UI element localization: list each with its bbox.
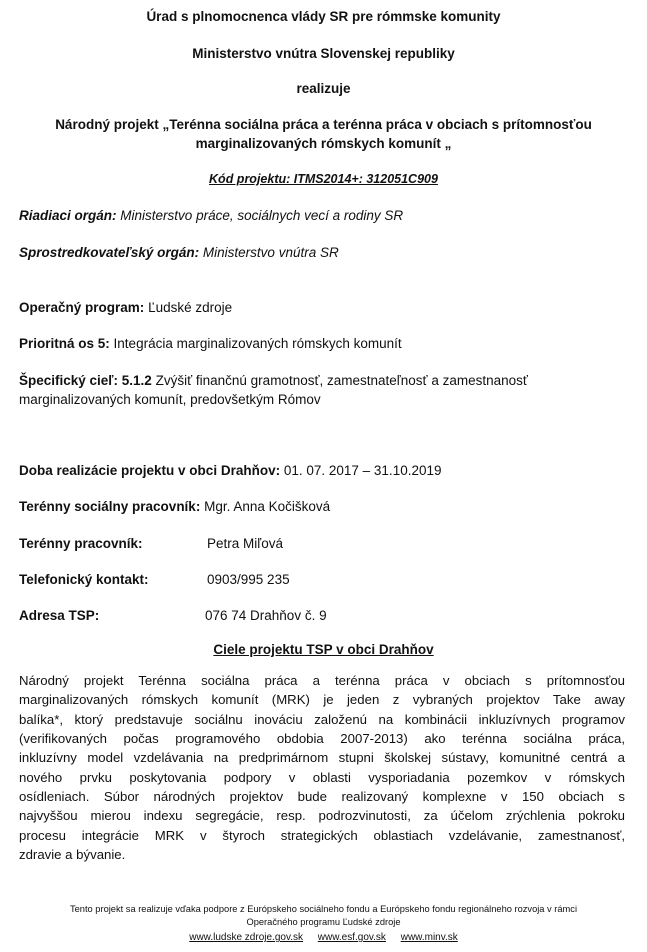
managing-authority-value: Ministerstvo práce, sociálnych vecí a rodiny SR [120,208,404,223]
field-worker-value: Petra Miľová [207,536,283,551]
goals-line: marginalizovaných rómskych komunít (MRK) je jeden z vybraných projektov Take away [19,692,625,708]
link-esf[interactable]: www.esf.gov.sk [317,932,386,943]
footer-links [0,932,647,943]
goals-line: inkluzívny model vzdelávania na predprimárnom stupni školskej sústavy, komunitné centrá a [19,750,625,766]
goals-line: Národný projekt Terénna sociálna práca a terénna práca v obciach s prítomnosťou [19,673,625,688]
project-code: Kód projektu: ITMS2014+: 312051C909 [209,172,438,186]
social-worker [19,499,330,514]
address-value: 076 74 Drahňov č. 9 [205,608,327,623]
managing-authority [19,208,403,223]
goals-line: osídleniach. Súbor národných projektov bude realizovaný komplexne v 150 obciach s [19,789,625,805]
link-minv[interactable]: www.minv.sk [400,932,458,943]
social-worker-value: Mgr. Anna Kočišková [204,499,331,514]
intermediate-body [19,245,339,260]
goal-value-line2: marginalizovaných komunít, predovšetkým Rómov [19,392,321,407]
intermediate-body-value: Ministerstvo vnútra SR [202,245,339,260]
social-worker-label: Terénny sociálny pracovník: [19,499,201,514]
header-ministry: Ministerstvo vnútra Slovenskej republiky [192,46,455,61]
header-realizes: realizuje [296,81,351,96]
period-value: 01. 07. 2017 – 31.10.2019 [283,463,442,478]
priority-axis [19,336,402,351]
goals-heading: Ciele projektu TSP v obci Drahňov [213,642,434,657]
goals-line: procesu integrácie MRK v štyroch strategických oblastiach vzdelávanie, zamestnanosť, [19,827,625,843]
link-ludske-zdroje[interactable]: www.ludske zdroje.gov.sk [189,932,303,943]
goal-code: 5.1.2 [121,373,152,388]
period-label: Doba realizácie projektu v obci Drahňov: [19,463,281,478]
project-title-line2: marginalizovaných rómskych komunít „ [195,136,452,151]
op-value: Ľudské zdroje [148,300,233,315]
goals-line: nového prvku poskytovania podpory v oblasti vysporiadania pozemkov v rómskych [19,769,625,785]
specific-goal [19,373,528,388]
goals-line: (verifikovaných počas programového obdobia 2007-2013) ako terénna sociálna práca, [19,731,625,747]
realization-period [19,463,442,478]
footer-funding-line2: Operačného programu Ľudské zdroje [246,917,401,927]
goal-value-line1: Zvýšiť finančnú gramotnosť, zamestnateľnosť a zamestnanosť [155,373,528,388]
goal-label: Špecifický cieľ: [19,373,119,388]
axis-value: Integrácia marginalizovaných rómskych komunít [113,336,402,351]
phone-value: 0903/995 235 [207,572,290,587]
phone-label: Telefonický kontakt: [19,572,149,587]
goals-line: najvyššou mierou indexu segregácie, resp. podrozvinutosti, za účelom zrýchlenia pokroku [19,808,625,824]
header-office: Úrad s plnomocnenca vlády SR pre rómmske komunity [146,9,501,24]
project-title-line1: Národný projekt „Terénna sociálna práca a terénna práca v obciach s prítomnosťou [55,117,592,132]
field-worker-label: Terénny pracovník: [19,536,143,551]
managing-authority-label: Riadiaci orgán: [19,208,117,223]
intermediate-body-label: Sprostredkovateľský orgán: [19,245,200,260]
footer-funding-line1: Tento projekt sa realizuje vďaka podpore z Európskeho sociálneho fondu a Európskeho fondu regionálneho rozvoja v rámci [69,904,578,914]
axis-label: Prioritná os 5: [19,336,110,351]
goals-line: balíka*, ktorý predstavuje sociálnu inováciu založenú na kombinácii inkluzívnych programov [19,711,625,727]
op-label: Operačný program: [19,300,145,315]
operational-program [19,300,232,315]
address-label: Adresa TSP: [19,608,100,623]
goals-paragraph [19,671,625,864]
goals-line: zdravie a bývanie. [19,847,126,863]
